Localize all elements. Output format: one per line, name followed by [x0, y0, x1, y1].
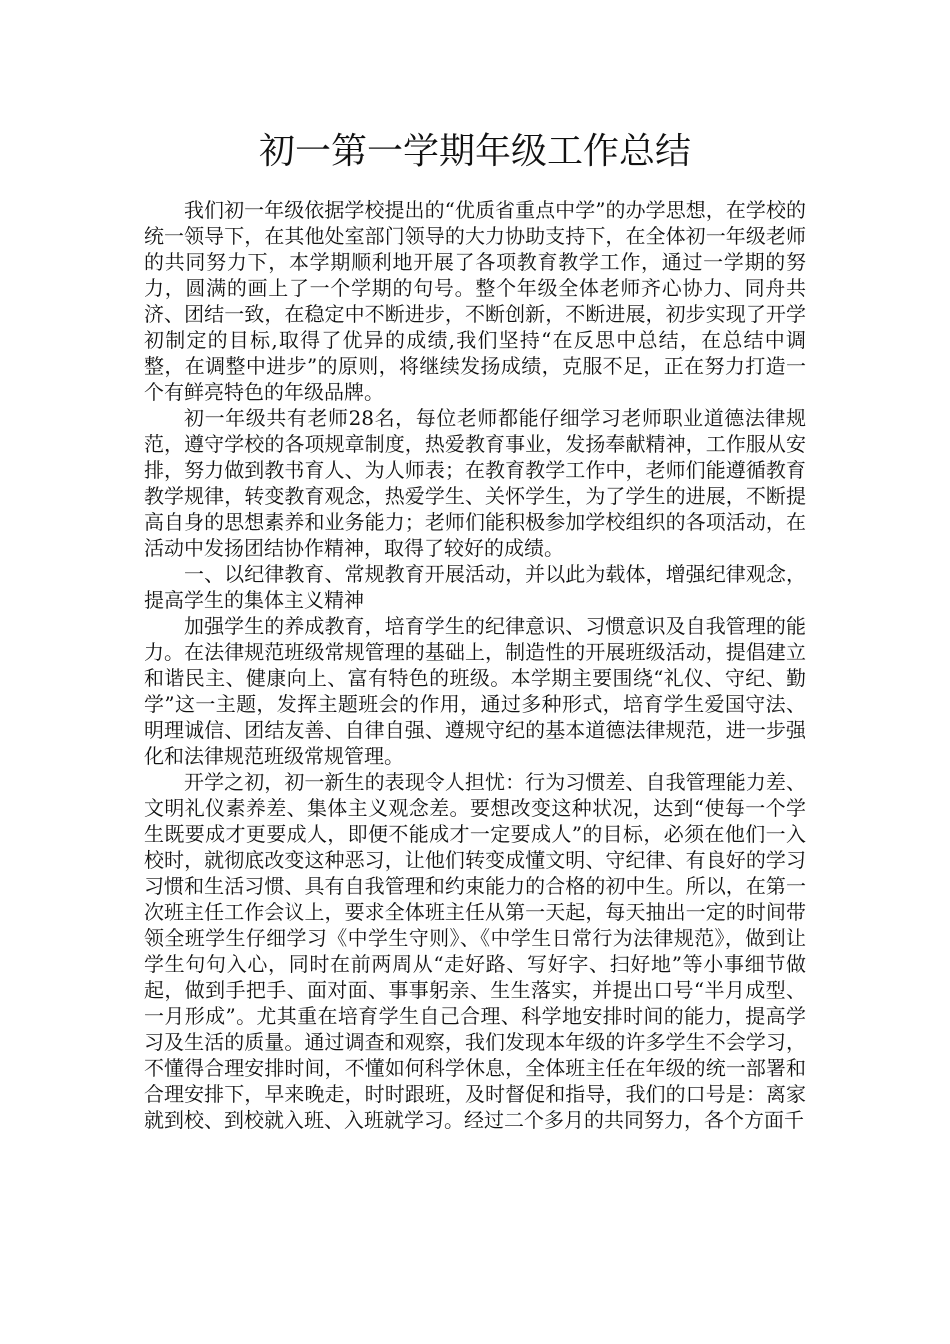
- document-body: [144, 197, 806, 1133]
- paragraph-habits: 加强学生的养成教育，培育学生的纪律意识、习惯意识及自我管理的能力。在法律规范班级常规管理的基础上，制造性的开展班级活动，提倡建立和谐民主、健康向上、富有特色的班级。本学期主要围绕“礼仪、守纪、勤学”这一主题，发挥主题班会的作用，通过多种形式，培育学生爱国守法、明理诚信、团结友善、自律自强、遵规守纪的基本道德法律规范，进一步强化和法律规范班级常规管理。: [144, 614, 806, 768]
- document-title: 初一第一学期年级工作总结: [258, 131, 691, 172]
- paragraph-new-students: 开学之初，初一新生的表现令人担忧：行为习惯差、自我管理能力差、文明礼仪素养差、集体主义观念差。要想改变这种状况，达到“使每一个学生既要成才更要成人，即便不能成才一定要成人”的目标，必须在他们一入校时，就彻底改变这种恶习，让他们转变成懂文明、守纪律、有良好的学习习惯和生活习惯、具有自我管理和约束能力的合格的初中生。所以，在第一次班主任工作会议上，要求全体班主任从第一天起，每天抽出一定的时间带领全班学生仔细学习《中学生守则》、《中学生日常行为法律规范》，做到让学生句句入心，同时在前两周从“走好路、写好字、扫好地”等小事细节做起，做到手把手、面对面、事事躬亲、生生落实，并提出口号“半月成型、一月形成”。尤其重在培育学生自己合理、科学地安排时间的能力，提高学习及生活的质量。通过调查和观察，我们发现本年级的许多学生不会学习，不懂得合理安排时间，不懂如何科学休息，全体班主任在年级的统一部署和合理安排下，早来晚走，时时跟班，及时督促和指导，我们的口号是：离家就到校、到校就入班、入班就学习。经过二个多月的共同努力，各个方面千: [144, 770, 806, 1132]
- paragraph-teachers: 初一年级共有老师28名，每位老师都能仔细学习老师职业道德法律规范，遵守学校的各项规章制度，热爱教育事业，发扬奉献精神，工作服从安排，努力做到教书育人、为人师表；在教育教学工作中，老师们能遵循教育教学规律，转变教育观念，热爱学生、关怀学生，为了学生的进展，不断提高自身的思想素养和业务能力；老师们能积极参加学校组织的各项活动，在活动中发扬团结协作精神，取得了较好的成绩。: [144, 406, 806, 560]
- section-heading-1: 一、以纪律教育、常规教育开展活动，并以此为载体，增强纪律观念，提高学生的集体主义精神: [144, 562, 806, 612]
- paragraph-intro: 我们初一年级依据学校提出的“优质省重点中学”的办学思想，在学校的统一领导下，在其他处室部门领导的大力协助支持下，在全体初一年级老师的共同努力下，本学期顺利地开展了各项教育教学工作，通过一学期的努力，圆满的画上了一个学期的句号。整个年级全体老师齐心协力、同舟共济、团结一致，在稳定中不断进步，不断创新，不断进展，初步实现了开学初制定的目标,取得了优异的成绩,我们坚持“在反思中总结，在总结中调整，在调整中进步”的原则，将继续发扬成绩，克服不足，正在努力打造一个有鲜亮特色的年级品牌。: [144, 198, 806, 404]
